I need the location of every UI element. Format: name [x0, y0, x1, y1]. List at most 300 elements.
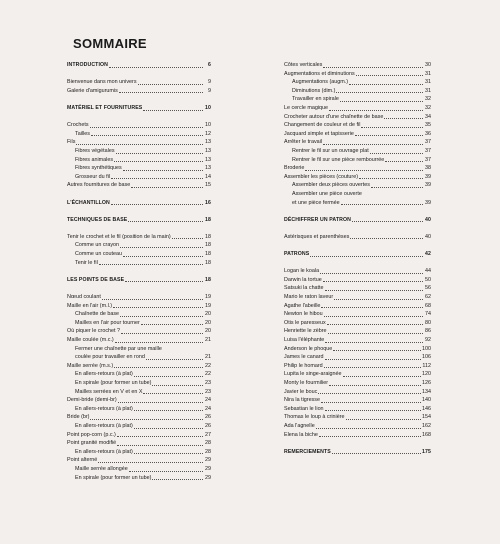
toc-page-number: 146 [422, 405, 431, 412]
toc-page-number: 18 [205, 276, 211, 283]
toc-section-heading[interactable] [284, 250, 431, 259]
dot-leader [343, 376, 421, 377]
dot-leader [350, 238, 423, 239]
toc-entry-label: Diminutions (dim.) [292, 87, 336, 94]
toc-page-number: 126 [422, 379, 431, 386]
toc-page-number: 175 [422, 448, 431, 455]
dot-leader [143, 110, 203, 111]
toc-page-number: 15 [205, 182, 211, 189]
toc-entry-label: Bienvenue dans mon univers [67, 79, 137, 86]
toc-page-number: 120 [422, 371, 431, 378]
toc-page-number: 35 [425, 122, 431, 129]
dot-leader [305, 170, 423, 171]
toc-page-number: 10 [205, 104, 211, 111]
dot-leader [123, 256, 203, 257]
toc-entry[interactable] [67, 422, 211, 431]
toc-entry-label: Grosseur du fil [75, 173, 111, 180]
dot-leader [90, 419, 203, 420]
toc-entry[interactable] [67, 370, 211, 379]
toc-spacer [67, 113, 211, 122]
dot-leader [310, 256, 423, 257]
dot-leader [76, 144, 203, 145]
dot-leader [120, 316, 203, 317]
toc-page-number: 24 [205, 397, 211, 404]
toc-entry[interactable] [67, 405, 211, 414]
toc-entry[interactable] [284, 353, 431, 362]
toc-entry-label: Mario le raton laveur [284, 294, 334, 301]
toc-entry[interactable] [284, 138, 431, 147]
toc-entry-label: Point alterné [67, 457, 98, 464]
dot-leader [325, 290, 423, 291]
toc-section-heading[interactable] [284, 448, 431, 457]
toc-spacer [67, 207, 211, 216]
dot-leader [341, 204, 423, 205]
toc-entry-label: Arrêter le travail [284, 139, 323, 146]
toc-entry[interactable] [284, 181, 431, 190]
toc-entry[interactable] [67, 121, 211, 130]
toc-page-number: 23 [205, 379, 211, 386]
dot-leader [172, 238, 203, 239]
toc-page-number: 32 [425, 104, 431, 111]
toc-entry[interactable] [284, 319, 431, 328]
toc-entry-label: Anderson le phoque [284, 345, 333, 352]
toc-entry[interactable] [284, 130, 431, 139]
toc-entry[interactable] [67, 138, 211, 147]
toc-entry[interactable] [284, 362, 431, 371]
toc-entry[interactable] [284, 95, 431, 104]
toc-entry[interactable] [67, 233, 211, 242]
toc-entry[interactable] [284, 413, 431, 422]
dot-leader [152, 479, 203, 480]
toc-spacer [284, 439, 431, 448]
dot-leader [138, 84, 203, 85]
toc-page-number: 9 [208, 87, 211, 94]
toc-section-heading[interactable] [67, 104, 211, 113]
toc-section-heading[interactable] [67, 216, 211, 225]
toc-entry-label: Mailles serrées en V et en X [75, 388, 143, 395]
toc-page-number: 26 [205, 414, 211, 421]
toc-page-number: 168 [422, 431, 431, 438]
toc-entry[interactable] [67, 156, 211, 165]
toc-page-number: 14 [205, 173, 211, 180]
toc-page-number: 18 [205, 242, 211, 249]
dot-leader [111, 178, 203, 179]
toc-entry-label: Tenir le fil [75, 259, 98, 266]
toc-entry-label: PATRONS [284, 251, 310, 258]
toc-entry[interactable] [284, 336, 431, 345]
dot-leader [90, 127, 203, 128]
dot-leader [118, 402, 203, 403]
toc-spacer [67, 95, 211, 104]
dot-leader [325, 359, 421, 360]
toc-page-number: 20 [205, 311, 211, 318]
toc-entry[interactable] [284, 173, 431, 182]
dot-leader [321, 307, 423, 308]
toc-entry[interactable] [284, 276, 431, 285]
dot-leader [356, 75, 423, 76]
dot-leader [152, 385, 203, 386]
toc-entry[interactable] [284, 302, 431, 311]
toc-entry-label: Crocheter autour d'une chaînette de base [284, 113, 384, 120]
toc-page-number: 27 [205, 431, 211, 438]
toc-entry-label: Chaînette de base [75, 311, 120, 318]
toc-section-heading[interactable] [284, 216, 431, 225]
toc-entry[interactable] [284, 388, 431, 397]
dot-leader [141, 324, 203, 325]
toc-entry-label-continued: et une pièce fermée [292, 199, 340, 206]
toc-section-heading[interactable] [67, 61, 211, 70]
toc-entry[interactable] [67, 250, 211, 259]
toc-entry-label: Augmentations (augm.) [292, 79, 349, 86]
dot-leader [346, 419, 421, 420]
toc-entry-label: Le cercle magique [284, 104, 329, 111]
dot-leader [349, 84, 423, 85]
toc-entry[interactable] [284, 104, 431, 113]
dot-leader [128, 221, 203, 222]
dot-leader [121, 333, 203, 334]
toc-entry-label: Fibres végétales [75, 147, 115, 154]
dot-leader [111, 204, 203, 205]
toc-page-number: 134 [422, 388, 431, 395]
toc-entry-label: MATÉRIEL ET FOURNITURES [67, 104, 143, 111]
toc-page-number: 162 [422, 422, 431, 429]
toc-entry-label: Demi-bride (demi-br) [67, 397, 117, 404]
toc-entry-label: Darwin la tortue [284, 276, 322, 283]
toc-page-number: 29 [205, 474, 211, 481]
toc-entry[interactable] [284, 113, 431, 122]
toc-entry[interactable] [284, 379, 431, 388]
toc-page-number: 40 [425, 233, 431, 240]
dot-leader [318, 393, 421, 394]
toc-entry-label: Fibres animales [75, 156, 114, 163]
toc-entry-label: Jacquard simple et tapisserie [284, 130, 354, 137]
toc-page-number: 40 [425, 216, 431, 223]
toc-entry-label-continued: coulée pour travailler en rond [75, 354, 145, 361]
dot-leader [323, 67, 423, 68]
toc-entry-label: Comme un couteau [75, 251, 123, 258]
toc-page-number: 32 [425, 96, 431, 103]
toc-entry-label: Broderie [284, 165, 305, 172]
toc-page-number: 23 [205, 388, 211, 395]
toc-entry-label: Thomas le loup à crinière [284, 414, 345, 421]
toc-entry[interactable] [67, 388, 211, 397]
toc-entry-label: En allers-retours (à plat) [75, 422, 133, 429]
dot-leader [324, 367, 422, 368]
toc-entry[interactable] [67, 130, 211, 139]
toc-page-number: 6 [208, 62, 211, 68]
toc-entry-label: Comme un crayon [75, 242, 120, 249]
toc-page-number: 28 [205, 448, 211, 455]
toc-entry[interactable] [284, 310, 431, 319]
toc-entry-label: En allers-retours (à plat) [75, 405, 133, 412]
toc-page-number: 92 [425, 337, 431, 343]
toc-entry-label: Galerie d'amigurumis [67, 87, 118, 94]
toc-entry-label: Fils [67, 139, 76, 146]
toc-entry-label: Fermer une chaînette par une maille [75, 345, 162, 352]
dot-leader [328, 333, 423, 334]
toc-page-number: 31 [425, 87, 431, 94]
toc-entry[interactable] [284, 284, 431, 293]
toc-page-number: 18 [205, 259, 211, 266]
dot-leader [385, 161, 423, 162]
toc-entry[interactable] [284, 431, 431, 440]
toc-page-number: 140 [422, 397, 431, 404]
toc-entry[interactable] [284, 199, 431, 208]
toc-page-number: 24 [205, 405, 211, 412]
toc-spacer [67, 284, 211, 293]
toc-entry-label: REMERCIEMENTS [284, 448, 331, 455]
dot-leader [131, 187, 203, 188]
toc-entry[interactable] [67, 448, 211, 457]
toc-entry[interactable] [284, 156, 431, 165]
toc-entry-label: Mailles en l'air pour tourner [75, 319, 140, 326]
dot-leader [91, 135, 203, 136]
toc-page-number: 12 [205, 130, 211, 137]
toc-page-number: 36 [425, 130, 431, 137]
toc-entry-label: Ada l'agnelle [284, 422, 315, 429]
toc-page-number: 39 [425, 182, 431, 189]
toc-entry[interactable] [284, 147, 431, 156]
toc-page-number: 21 [205, 337, 211, 343]
toc-page-number: 19 [205, 294, 211, 301]
dot-leader [134, 428, 203, 429]
toc-spacer [67, 267, 211, 276]
toc-page-number: 38 [425, 165, 431, 172]
toc-entry-label: Augmentations et diminutions [284, 70, 355, 77]
toc-entry-label: Tailles [75, 130, 90, 137]
dot-leader [143, 393, 203, 394]
dot-leader [120, 247, 203, 248]
toc-entry[interactable] [284, 61, 431, 70]
toc-entry[interactable] [284, 345, 431, 354]
toc-entry[interactable] [67, 259, 211, 268]
toc-entry[interactable] [67, 362, 211, 371]
toc-page-number: 9 [208, 79, 211, 86]
toc-entry[interactable] [67, 87, 211, 96]
toc-entry[interactable] [67, 327, 211, 336]
toc-entry[interactable] [284, 121, 431, 130]
toc-page-number: 29 [205, 457, 211, 464]
page-title: SOMMAIRE [73, 36, 147, 51]
toc-page-number: 20 [205, 328, 211, 335]
toc-entry-label: Rentrer le fil sur une pièce rembourrée [292, 156, 385, 163]
toc-entry[interactable] [67, 310, 211, 319]
toc-entry-label: Fibres synthétiques [75, 165, 122, 172]
toc-entry[interactable] [67, 465, 211, 474]
toc-page-number: 86 [425, 328, 431, 335]
toc-page-number: 22 [205, 362, 211, 369]
toc-spacer [67, 70, 211, 79]
toc-entry-label: Rentrer le fil sur un ouvrage plat [292, 147, 369, 154]
toc-entry-label: Assembler deux pièces ouvertes [292, 182, 370, 189]
dot-leader [125, 281, 203, 282]
toc-entry-label: Bride (br) [67, 414, 90, 421]
toc-entry-label: Elena la biche [284, 431, 318, 438]
dot-leader [114, 161, 203, 162]
toc-page-number: 10 [205, 122, 211, 129]
toc-entry[interactable] [67, 293, 211, 302]
toc-entry-label: Astérisques et parenthèses [284, 233, 350, 240]
dot-leader [117, 436, 203, 437]
toc-entry-label: En allers-retours (à plat) [75, 448, 133, 455]
toc-entry-label: En spirale (pour former un tube) [75, 379, 152, 386]
toc-page-number: 13 [205, 156, 211, 163]
toc-entry[interactable] [67, 181, 211, 190]
toc-entry-label: Changement de couleur et de fil [284, 122, 361, 129]
toc-page-number: 42 [425, 251, 431, 258]
dot-leader [329, 110, 423, 111]
toc-page-number: 154 [422, 414, 431, 421]
dot-leader [325, 342, 423, 343]
dot-leader [134, 453, 203, 454]
toc-entry[interactable] [284, 422, 431, 431]
toc-entry-label: Maille en l'air (m.l.) [67, 302, 113, 309]
dot-leader [325, 410, 421, 411]
toc-section-heading[interactable] [67, 199, 211, 208]
toc-entry[interactable] [284, 267, 431, 276]
toc-entry[interactable] [284, 70, 431, 79]
toc-page-number: 13 [205, 147, 211, 154]
dot-leader [323, 144, 423, 145]
toc-entry-label: Côtes verticales [284, 62, 323, 68]
toc-entry[interactable] [284, 327, 431, 336]
toc-page-number: 50 [425, 276, 431, 283]
toc-entry-label: Crochets [67, 122, 89, 129]
toc-entry[interactable] [67, 353, 211, 362]
toc-page-number: 16 [205, 199, 211, 206]
toc-entry[interactable] [67, 474, 211, 483]
toc-page-number: 21 [205, 354, 211, 361]
toc-spacer [67, 190, 211, 199]
toc-entry-label: En allers-retours (à plat) [75, 371, 133, 378]
dot-leader [316, 428, 421, 429]
toc-entry[interactable] [67, 396, 211, 405]
dot-leader [332, 453, 421, 454]
toc-spacer [67, 224, 211, 233]
dot-leader [370, 153, 423, 154]
toc-entry-label: Travailler en spirale [292, 96, 339, 103]
toc-entry[interactable] [284, 396, 431, 405]
toc-entry[interactable] [67, 379, 211, 388]
toc-entry-label: Point granité modifié [67, 440, 117, 447]
toc-entry-label: James le canard [284, 354, 324, 361]
toc-entry[interactable] [284, 233, 431, 242]
dot-leader [98, 462, 203, 463]
toc-page-number: 18 [205, 251, 211, 258]
toc-entry[interactable] [67, 319, 211, 328]
toc-entry-label: L'ÉCHANTILLON [67, 199, 110, 206]
toc-page-number: 31 [425, 79, 431, 86]
dot-leader [319, 436, 421, 437]
toc-entry-label: Philip le homard [284, 362, 323, 369]
toc-page-number: 100 [422, 345, 431, 352]
dot-leader [334, 299, 423, 300]
toc-entry[interactable] [284, 164, 431, 173]
toc-entry-label: Nœud coulant [67, 294, 101, 301]
dot-leader [123, 170, 203, 171]
toc-page-number: 34 [425, 113, 431, 120]
toc-page-number: 20 [205, 319, 211, 326]
dot-leader [129, 471, 203, 472]
dot-leader [134, 410, 203, 411]
toc-page-number: 26 [205, 422, 211, 429]
toc-entry[interactable] [67, 241, 211, 250]
toc-page-number: 30 [425, 62, 431, 68]
dot-leader [324, 316, 423, 317]
toc-entry-label: Nira la tigresse [284, 397, 320, 404]
toc-entry-label: En spirale (pour former un tube) [75, 474, 152, 481]
toc-entry-label: Otis le paresseux [284, 319, 326, 326]
dot-leader [371, 187, 423, 188]
toc-entry[interactable] [67, 456, 211, 465]
dot-leader [146, 359, 203, 360]
toc-entry-label: Agathe l'abeille [284, 302, 321, 309]
toc-entry-label: Satsuki la chatte [284, 285, 324, 292]
toc-entry[interactable] [67, 336, 211, 345]
toc-entry[interactable] [67, 164, 211, 173]
toc-spacer [284, 259, 431, 268]
dot-leader [134, 376, 203, 377]
toc-entry-label: Autres fournitures de base [67, 182, 131, 189]
toc-spacer [284, 207, 431, 216]
dot-leader [384, 118, 423, 119]
toc-page-number: 74 [425, 311, 431, 318]
toc-entry-label: Logan le koala [284, 268, 320, 275]
toc-entry[interactable] [67, 173, 211, 182]
dot-leader [327, 324, 423, 325]
toc-entry[interactable] [284, 293, 431, 302]
toc-page-number: 37 [425, 156, 431, 163]
toc-entry-label: Sebastian le lion [284, 405, 324, 412]
toc-entry[interactable] [284, 370, 431, 379]
dot-leader [117, 445, 203, 446]
toc-spacer [284, 241, 431, 250]
toc-entry[interactable] [67, 147, 211, 156]
toc-page-number: 29 [205, 465, 211, 472]
toc-entry[interactable] [67, 302, 211, 311]
toc-page-number: 112 [422, 362, 431, 369]
dot-leader [113, 307, 203, 308]
dot-leader [323, 281, 423, 282]
toc-entry[interactable] [67, 439, 211, 448]
toc-entry-label: Point pop-corn (p.c.) [67, 431, 116, 438]
toc-section-heading[interactable] [67, 276, 211, 285]
toc-entry[interactable] [284, 87, 431, 96]
toc-entry[interactable] [284, 78, 431, 87]
toc-entry-label: Où piquer le crochet ? [67, 328, 121, 335]
toc-entry[interactable] [67, 78, 211, 87]
toc-entry-label: Assembler une pièce ouverte [292, 190, 362, 197]
toc-entry-label: Luisa l'éléphante [284, 337, 325, 343]
toc-entry[interactable] [67, 431, 211, 440]
toc-entry-label: TECHNIQUES DE BASE [67, 216, 128, 223]
dot-leader [109, 67, 203, 68]
toc-column-left [67, 61, 211, 482]
toc-entry-label: Tenir le crochet et le fil (position de la main) [67, 233, 171, 240]
toc-spacer [284, 224, 431, 233]
dot-leader [352, 221, 423, 222]
toc-entry[interactable] [67, 413, 211, 422]
dot-leader [329, 385, 421, 386]
dot-leader [114, 367, 203, 368]
toc-page-number: 56 [425, 285, 431, 292]
toc-entry-label: Monty le fourmilier [284, 379, 329, 386]
toc-page-number: 80 [425, 319, 431, 326]
toc-page-number: 44 [425, 268, 431, 275]
dot-leader [119, 92, 203, 93]
toc-page-number: 18 [205, 216, 211, 223]
toc-entry[interactable] [284, 405, 431, 414]
